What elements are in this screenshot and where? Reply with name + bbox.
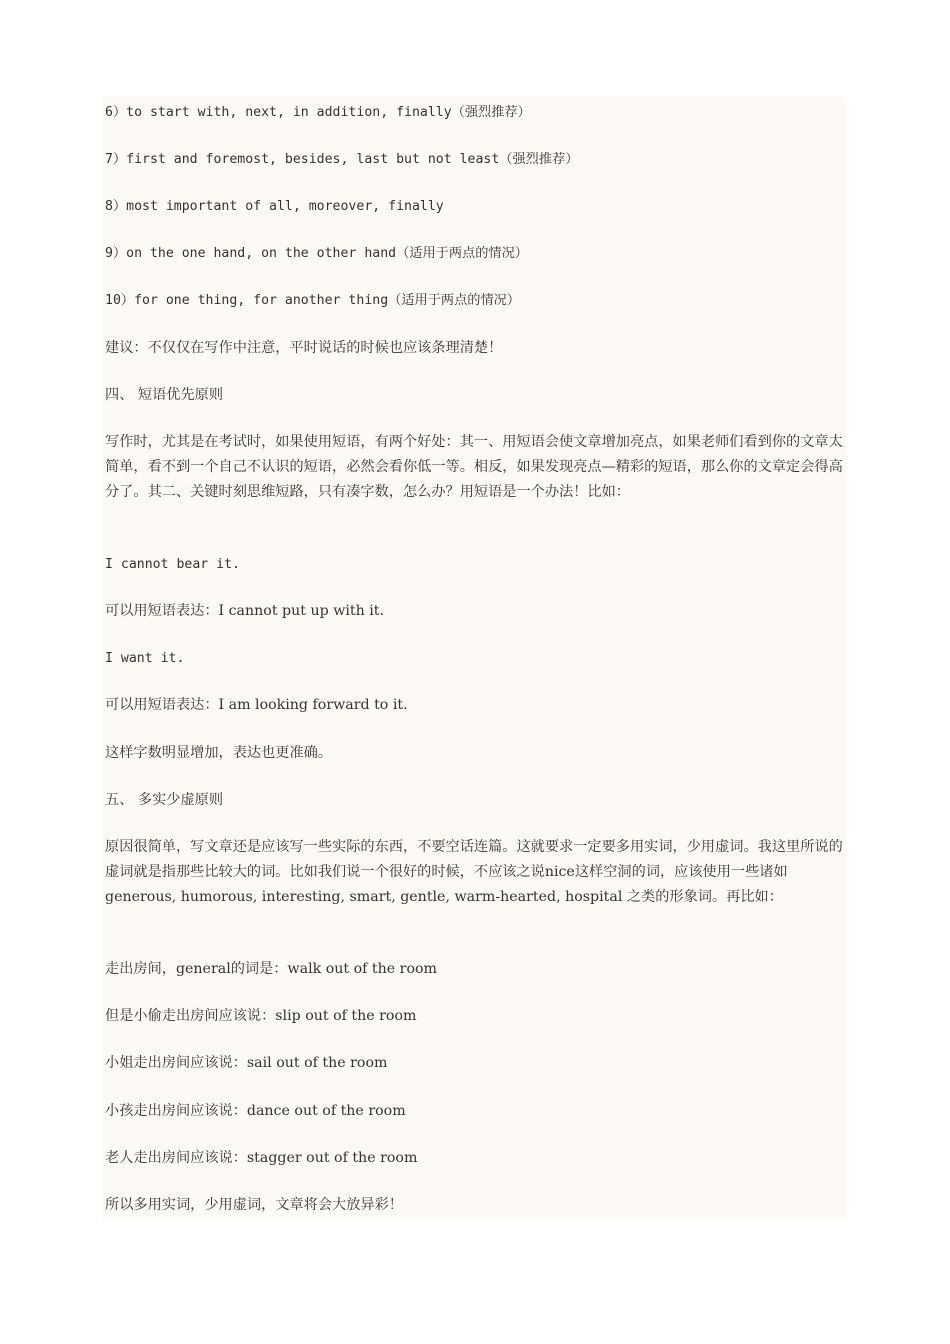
example-line-old-man: 老人走出房间应该说：stagger out of the room [105, 1150, 418, 1166]
example-line-general: 走出房间，general的词是：walk out of the room [105, 961, 437, 977]
list-item-9: 9）on the one hand, on the other hand（适用于两点的情况） [105, 246, 528, 261]
list-item-7: 7）first and foremost, besides, last but not least（强烈推荐） [105, 152, 579, 167]
example-rewrite-1: 可以用短语表达：I cannot put up with it. [105, 603, 384, 619]
example-line-child: 小孩走出房间应该说：dance out of the room [105, 1103, 406, 1119]
list-item-8: 8）most important of all, moreover, finally [105, 199, 444, 214]
example-line-thief: 但是小偷走出房间应该说：slip out of the room [105, 1008, 417, 1024]
suggestion-paragraph: 建议：不仅仅在写作中注意，平时说话的时候也应该条理清楚！ [105, 340, 503, 356]
summary-paragraph: 这样字数明显增加，表达也更准确。 [105, 745, 333, 761]
section-5-paragraph: 原因很简单，写文章还是应该写一些实际的东西，不要空话连篇。这就要求一定要多用实词，少用虚词。我这里所说的虚词就是指那些比较大的词。比如我们说一个很好的时候，不应该之说nice这样空洞的词，应该使用一些诸如generous, humorous, interesting, smart, gentle, warm-hearted, hospital 之类的形象词。再比如： [105, 839, 843, 905]
section-heading-5: 五、 多实少虚原则 [105, 792, 224, 808]
example-rewrite-2: 可以用短语表达：I am looking forward to it. [105, 697, 408, 713]
list-item-6: 6）to start with, next, in addition, finally（强烈推荐） [105, 105, 531, 120]
section-heading-4: 四、 短语优先原则 [105, 387, 224, 403]
closing-paragraph: 所以多用实词，少用虚词，文章将会大放异彩！ [105, 1197, 403, 1213]
section-4-paragraph: 写作时，尤其是在考试时，如果使用短语，有两个好处：其一、用短语会使文章增加亮点，如果老师们看到你的文章太简单，看不到一个自己不认识的短语，必然会看你低一等。相反，如果发现亮点—精彩的短语，那么你的文章定会得高分了。其二、关键时刻思维短路，只有凑字数，怎么办？用短语是一个办法！比如： [105, 434, 843, 500]
example-sentence-1: I cannot bear it. [105, 557, 240, 572]
example-sentence-2: I want it. [105, 651, 185, 666]
document-body [102, 97, 846, 1219]
example-line-lady: 小姐走出房间应该说：sail out of the room [105, 1055, 388, 1071]
list-item-10: 10）for one thing, for another thing（适用于两点的情况） [105, 293, 521, 308]
